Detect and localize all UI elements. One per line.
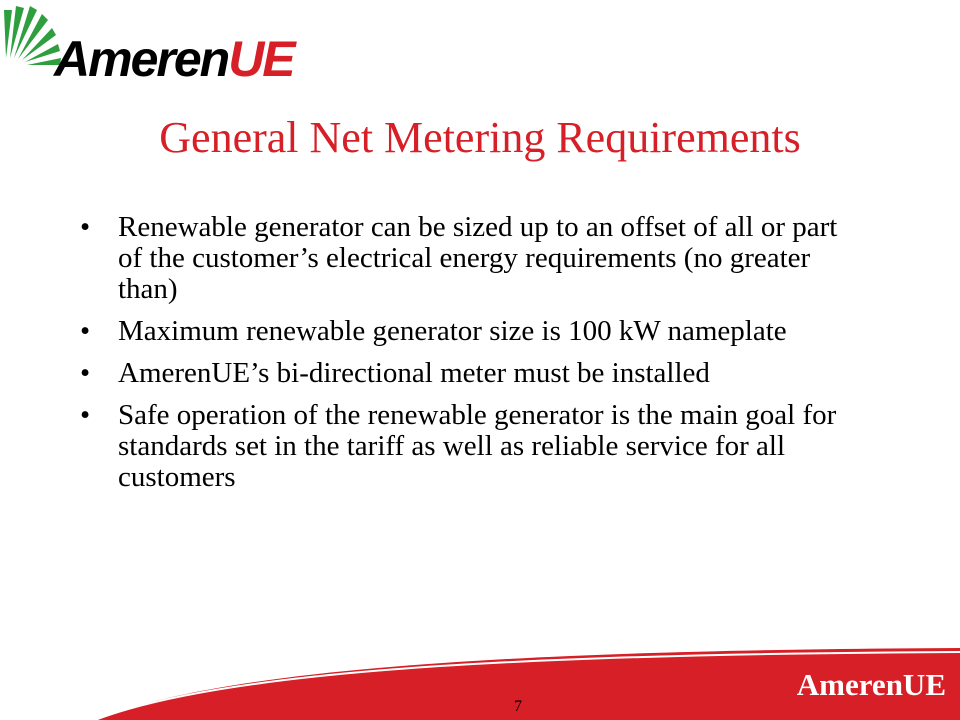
- bullet-list: [80, 212, 860, 504]
- bullet-item: [80, 212, 860, 305]
- bullet-text: AmerenUE’s bi-directional meter must be installed: [118, 357, 710, 389]
- bullet-marker: •: [80, 315, 91, 347]
- page-number: 7: [514, 698, 522, 715]
- footer-brand: AmerenUE: [796, 667, 946, 702]
- bullet-item: [80, 400, 860, 493]
- bullet-item: [80, 316, 860, 347]
- logo-text-suffix: UE: [228, 31, 294, 87]
- bullet-text: Maximum renewable generator size is 100 kW nameplate: [118, 315, 787, 347]
- logo-wordmark: [54, 31, 294, 87]
- ameren-logo: [0, 0, 294, 96]
- bullet-text: Renewable generator can be sized up to an offset of all or part of the customer’s electrical energy requirements (no greater than): [118, 211, 838, 305]
- bullet-marker: •: [80, 211, 91, 243]
- bullet-text: Safe operation of the renewable generator is the main goal for standards set in the tariff as well as reliable service for all customers: [118, 399, 837, 493]
- bullet-marker: •: [80, 357, 91, 389]
- bullet-marker: •: [80, 399, 91, 431]
- slide-title: General Net Metering Requirements: [159, 113, 801, 162]
- logo-text-main: Ameren: [54, 31, 229, 87]
- bullet-item: [80, 358, 860, 389]
